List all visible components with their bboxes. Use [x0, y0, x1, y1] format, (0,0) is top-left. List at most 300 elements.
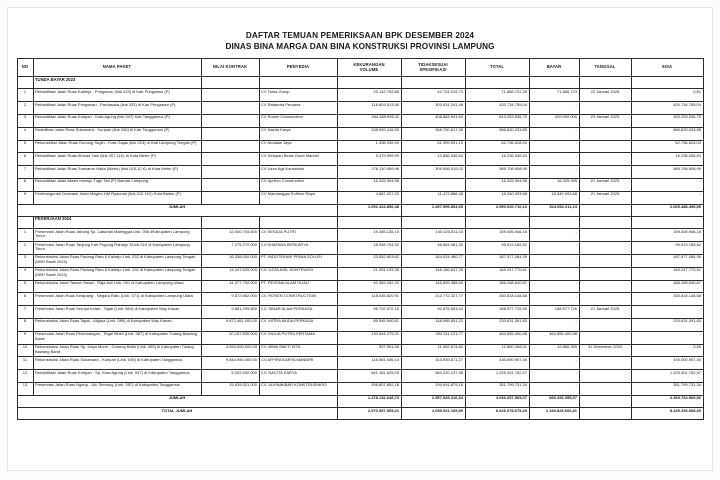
row-tanggal [579, 229, 631, 242]
row-tanggal [579, 254, 631, 267]
row-nilai-kontrak: 4.934.000.000,00 [201, 344, 259, 357]
row-total: 330.818.148,68 [465, 293, 529, 306]
row-nama-paket: Preservasi Jalan Ruas Penumangan - Tegal Mukti (Link. 087) di Kabupaten Tulang Bawang Barat [33, 331, 201, 344]
row-nama-paket: Rekonstruksi Jalan Taman Siswa - Raja Asli Link. 061 di Kabupaten Lampung Utara [33, 280, 201, 293]
section-label: TUNDA BAYAR 2023 [33, 77, 201, 89]
row-tanggal [579, 102, 631, 115]
row-sisa: - [631, 178, 703, 191]
row-penyedia: CV Rosen Construction [259, 114, 337, 127]
row-sisa: 169.247.770,61 [631, 267, 703, 280]
table-row [17, 242, 703, 255]
row-kekurangan-volume: 29.142.702,66 [337, 89, 401, 102]
table-row [17, 191, 703, 204]
row-penyedia: CV. ALVINAKBAR KONSTRUSINOO [259, 382, 337, 395]
summary-sisa: 3.369.764.569,50 [631, 395, 703, 407]
row-tanggal [579, 140, 631, 153]
row-nilai-kontrak: 12.040.704.500 [201, 229, 259, 242]
row-nama-paket: Reabilitasi Jalan Ruas Sukamara - Kuripan (link 036) di Kab Tanggamus (P) [33, 127, 201, 140]
row-tanggal: 22 Januari 2025 [579, 89, 631, 102]
row-kekurangan-volume: 4.867.207,20 [337, 191, 401, 204]
row-kekurangan-volume: 23.552.603,62 [337, 254, 401, 267]
row-no: 7 [17, 306, 33, 319]
row-tanggal: 21 Januari 2025 [579, 306, 631, 319]
row-sisa: - [631, 306, 703, 319]
row-kekurangan-volume: 16.325.394,56 [337, 178, 401, 191]
row-tanggal [579, 318, 631, 331]
col-tanggal: TANGGAL [579, 59, 631, 77]
row-nilai-kontrak [201, 127, 259, 140]
row-tanggal [579, 293, 631, 306]
section-blank-4 [465, 77, 529, 89]
row-nilai-kontrak: 14.377.792.000 [201, 280, 259, 293]
col-tidak-sesuai-line2: SPESIFIKASI [419, 66, 447, 72]
row-kekurangan-volume: 1.336.936,94 [337, 140, 401, 153]
row-penyedia: CV. MITRA MUDA PERKASA [259, 318, 337, 331]
row-tidak-sesuai: 11.472.886,48 [401, 191, 465, 204]
row-bayar: - [529, 127, 579, 140]
row-bayar: 16.325.395 [529, 178, 579, 191]
section-blank-6 [579, 77, 631, 89]
row-no: 6 [17, 293, 33, 306]
row-penyedia: CV. SINAR ALAM PERKASA [259, 306, 337, 319]
row-total: 430.000.907,40 [465, 357, 529, 370]
section-no [17, 216, 33, 228]
row-kekurangan-volume: 5.379.999,99 [337, 153, 401, 166]
row-penyedia: PT. PESONA ALAM HIJAU [259, 280, 337, 293]
table-row [17, 293, 703, 306]
row-tidak-sesuai: 212.772.327,77 [401, 293, 465, 306]
grand-total-label: TOTAL JUMLAH [17, 408, 337, 420]
row-nilai-kontrak [201, 114, 259, 127]
row-total: 464.855.400,98 [465, 331, 529, 344]
section-blank-1 [259, 216, 337, 228]
row-no: 10 [17, 344, 33, 357]
row-total: 586.820.033,85 [465, 127, 529, 140]
row-nilai-kontrak: 9.844.950.000,00 [201, 357, 259, 370]
row-sisa: 95.613.185,82 [631, 242, 703, 255]
row-total: 71.866.722,39 [465, 89, 529, 102]
row-penyedia: CV. BIMA SAKTI KITA [259, 344, 337, 357]
table-row [17, 280, 703, 293]
row-nama-paket: Rehabilitasi Jalan Ruas Pringsewu - Pardasuka (link 033) di Kan Pringsewu (P) [33, 102, 201, 115]
col-nilai-kontrak: NILAI KONTRAK [201, 59, 259, 77]
scanned-document [8, 8, 712, 470]
row-no: 8 [17, 318, 33, 331]
row-nama-paket: Rekonstruksi Jalan Ruas Padang Ratu 6 Kalirejo Link. 032 di Kabupaten Lampung Tengah (DBH Sawit 2024) [33, 267, 201, 280]
row-no: 5 [17, 140, 33, 153]
summary-tanggal [579, 395, 631, 407]
row-tanggal [579, 153, 631, 166]
row-penyedia: CV Tama Group [259, 89, 337, 102]
row-penyedia: CV Uzza Agil Konstruksi [259, 166, 337, 179]
row-sisa: 187.577.084,39 [631, 254, 703, 267]
row-tanggal [579, 382, 631, 395]
row-penyedia: CV Mannanggal Sulthon Raya [259, 191, 337, 204]
summary-label: JUMLAH [17, 395, 337, 407]
row-tanggal [579, 280, 631, 293]
row-bayar: - [529, 242, 579, 255]
document-title-block [8, 8, 712, 52]
table-row [17, 166, 703, 179]
row-bayar: - [529, 153, 579, 166]
row-total: 188.577.725,59 [465, 306, 529, 319]
table-row [17, 102, 703, 115]
row-tanggal [579, 242, 631, 255]
row-bayar: - [529, 318, 579, 331]
table-row [17, 331, 703, 344]
table-row [17, 357, 703, 370]
row-sisa: 233.631.391,83 [631, 318, 703, 331]
row-penyedia: CV Rafandra Perdana [259, 102, 337, 115]
row-bayar: 71.866.723 [529, 89, 579, 102]
col-sisa: SISA [631, 59, 703, 77]
row-penyedia: CV Nacita Karya [259, 127, 337, 140]
row-penyedia: CV.SHAFANA BERKARYA [259, 242, 337, 255]
row-tanggal: 31 Desember 2024 [579, 344, 631, 357]
row-nama-paket: Rekonstriksi Jalan Ruas Gunung Sugih - Kota Gajak (link 023) di Kab Lampung Tengah (P) [33, 140, 201, 153]
table-row [17, 114, 703, 127]
row-total: 420.734.755,04 [465, 102, 529, 115]
row-no: 3 [17, 254, 33, 267]
section-blank-5 [529, 77, 579, 89]
grand-total-total: 6.626.078.675,20 [465, 408, 529, 420]
row-nama-paket: Preservasi Jalan Ruas Tanjung Kari Pugung Raharjo SLink.010 di Kabupaten Lampung Timur [33, 242, 201, 255]
row-no: 9 [17, 331, 33, 344]
row-kekurangan-volume: 19.385.135,15 [337, 229, 401, 242]
section-header-row [17, 77, 703, 89]
row-total: 159.405.946,18 [465, 229, 529, 242]
row-nama-paket: Rekonstruksi Jalan Ruas Sp. Daya Murni - Gunung Batin (Link. 065) di Kabupaten Tulang Bawang Barat [33, 344, 201, 357]
table-row [17, 89, 703, 102]
row-kekurangan-volume: 85.545.540,61 [337, 318, 401, 331]
section-blank-7 [631, 77, 703, 89]
row-no: 3 [17, 114, 33, 127]
row-sisa: 585.708.608,99 [631, 166, 703, 179]
row-kekurangan-volume: 21.081.133,35 [337, 267, 401, 280]
row-penyedia: CV Aprilivo Construction [259, 178, 337, 191]
summary-total: 2.590.020.710,13 [465, 204, 529, 216]
row-no: 4 [17, 127, 33, 140]
row-sisa: 1.225.401.762,97 [631, 370, 703, 383]
section-blank-7 [631, 216, 703, 228]
row-tidak-sesuai: 309.598.519,03 [401, 166, 465, 179]
grand-total-kekurangan-volume: 2.570.557.505,21 [337, 408, 401, 420]
col-penyedia: PENYEDIA [259, 59, 337, 77]
row-nama-paket: Rekonstruksi Jalan Ruas Tajab - Adjaya (Link. 089) di Kabupaten Way Kanan [33, 318, 201, 331]
row-bayar: - [529, 267, 579, 280]
row-nama-paket: Rehabilitasi Jalan Ruas Soekarno Hatta (Metro) (link 015.12 K) di Kota Metro (P) [33, 166, 201, 179]
row-total: 1.225.401.762,97 [465, 370, 529, 383]
row-bayar: - [529, 370, 579, 383]
row-kekurangan-volume: 156.807.852,18 [337, 382, 401, 395]
row-nama-paket: Preservasi Jalan Ruas Ketapang - Negara Ratu (Link. 071) di Kabupaten Lampung Utara [33, 293, 201, 306]
row-sisa: 0,59 [631, 344, 703, 357]
table-row [17, 229, 703, 242]
row-kekurangan-volume: 116.803.513,56 [337, 102, 401, 115]
row-sisa: 430.000.907,40 [631, 357, 703, 370]
row-total: 95.613.185,82 [465, 242, 529, 255]
document-title-line-2: DINAS BINA MARGA DAN BINA KONSTRUKSI PROVINSI LAMPUNG [225, 42, 495, 51]
row-tidak-sesuai: 148.085.851,22 [401, 318, 465, 331]
row-tidak-sesuai: 42.724.019,73 [401, 89, 465, 102]
table-row [17, 382, 703, 395]
grand-total-tanggal [579, 408, 631, 420]
col-kekurangan-volume-line2: VOLUME [359, 66, 379, 72]
row-no: 9 [17, 191, 33, 204]
row-tidak-sesuai: 66.664.481,30 [401, 242, 465, 255]
table-row [17, 370, 703, 383]
row-total: 169.247.770,61 [465, 267, 529, 280]
row-total: 16.236.936,83 [465, 153, 529, 166]
row-nilai-kontrak [201, 102, 259, 115]
col-no: NO [17, 59, 33, 77]
row-tanggal: 21 Januari 2025 [579, 191, 631, 204]
row-kekurangan-volume: 116.061.036,13 [337, 357, 401, 370]
col-bayar: BAYAR [529, 59, 579, 77]
summary-label: JUMLAH [17, 204, 337, 216]
row-nama-paket: Rehabilitasi Jalan Akses menuju Tugu Tari (P) Bandar Lampung [33, 178, 201, 191]
row-penyedia: CV Andalas Jaya [259, 140, 337, 153]
row-total: 813.253.536,75 [465, 114, 529, 127]
row-sisa: 0,61 [631, 89, 703, 102]
row-no: 5 [17, 280, 33, 293]
audit-findings-table [17, 58, 704, 420]
row-kekurangan-volume: 238.069.416,50 [337, 127, 401, 140]
row-nama-paket: Preservasi Jalan Ruas Jabung Sp. Labuhan Maringgai Link. 006 dKabupaten Lampung Timur [33, 229, 201, 242]
row-bayar: - [529, 102, 579, 115]
row-nilai-kontrak [201, 191, 259, 204]
row-tidak-sesuai: 313.939.871,27 [401, 357, 465, 370]
col-kekurangan-volume [337, 59, 401, 77]
row-tanggal [579, 357, 631, 370]
summary-kekurangan-volume: 1.092.424.856,48 [337, 204, 401, 216]
row-penyedia: CV.AFFIRA KARYA MANDIRI [259, 357, 337, 370]
row-bayar: - [529, 140, 579, 153]
table-row [17, 306, 703, 319]
summary-tanggal [579, 204, 631, 216]
section-blank-2 [337, 77, 401, 89]
table-row [17, 318, 703, 331]
row-kekurangan-volume: 641.181.625,09 [337, 370, 401, 383]
row-nilai-kontrak: 15.639.321.000 [201, 382, 259, 395]
table-row [17, 267, 703, 280]
row-nilai-kontrak [201, 153, 259, 166]
col-nama-paket: NAMA PAKET [33, 59, 201, 77]
row-no: 7 [17, 166, 33, 179]
summary-sisa: 2.065.488.498,89 [631, 204, 703, 216]
col-total: TOTAL [465, 59, 529, 77]
row-nama-paket: Rehabilitasi Jalan Ruas Kuripan - Kota Agung (link 047) Kab Tanggamus (P) [33, 114, 201, 127]
row-kekurangan-volume: 95.702.072,15 [337, 306, 401, 319]
row-sisa: - [631, 191, 703, 204]
row-bayar: - [529, 382, 579, 395]
col-tidak-sesuai-spesifikasi [401, 59, 465, 77]
row-tidak-sesuai: 140.020.811,03 [401, 229, 465, 242]
row-kekurangan-volume: 130.544.279,21 [337, 331, 401, 344]
summary-total: 4.036.057.965,07 [465, 395, 529, 407]
row-tidak-sesuai: 148.166.637,26 [401, 267, 465, 280]
section-blank-0 [201, 77, 259, 89]
row-no: 12 [17, 370, 33, 383]
grand-total-bayar: 1.190.825.606,81 [529, 408, 579, 420]
row-kekurangan-volume: 404.389.595,11 [337, 114, 401, 127]
grand-total-sisa: 5.435.253.068,39 [631, 408, 703, 420]
row-bayar: - [529, 166, 579, 179]
row-kekurangan-volume: 28.948.704,52 [337, 242, 401, 255]
row-sisa: 159.405.946,18 [631, 229, 703, 242]
row-nilai-kontrak: 9.672.662.000 [201, 293, 259, 306]
section-blank-2 [337, 216, 401, 228]
row-tidak-sesuai [401, 178, 465, 191]
row-tidak-sesuai: 334.311.121,77 [401, 331, 465, 344]
row-tidak-sesuai: 145.899.388,65 [401, 280, 465, 293]
row-no: 8 [17, 178, 33, 191]
row-no: 2 [17, 102, 33, 115]
table-header [17, 59, 703, 77]
table-row [17, 153, 703, 166]
row-nama-paket: Rehabilitasi Jalan Ruas Ahmad Yani (link 007.11K) di Kota Metro (P) [33, 153, 201, 166]
row-sisa: 186.268.640,87 [631, 280, 703, 293]
row-tidak-sesuai: 164.024.480,77 [401, 254, 465, 267]
table-row [17, 254, 703, 267]
row-tanggal [579, 166, 631, 179]
section-label: PEKERJAAN 2024 [33, 216, 201, 228]
row-tidak-sesuai: 408.863.941,64 [401, 114, 465, 127]
row-tidak-sesuai: 10.856.936,84 [401, 153, 465, 166]
row-kekurangan-volume: 40.369.252,22 [337, 280, 401, 293]
table-row [17, 127, 703, 140]
row-bayar: 420.000.000 [529, 114, 579, 127]
row-sisa: 586.820.033,85 [631, 127, 703, 140]
row-nilai-kontrak: 16.338.000.000 [201, 254, 259, 267]
row-bayar: 16.340.093,68 [529, 191, 579, 204]
summary-tidak-sesuai: 1.497.595.853,65 [401, 204, 465, 216]
row-total: 12.860.268,41 [465, 344, 529, 357]
row-tidak-sesuai: 11.952.674,82 [401, 344, 465, 357]
row-nilai-kontrak: 9.881.299.800 [201, 306, 259, 319]
row-tanggal [579, 267, 631, 280]
section-no [17, 77, 33, 89]
row-sisa: 393.253.536,75 [631, 114, 703, 127]
row-sisa: 62.736.628,04 [631, 140, 703, 153]
row-nilai-kontrak: 9.872.461.000,00 [201, 318, 259, 331]
section-header-row [17, 216, 703, 228]
row-sisa: 420.734.755,04 [631, 102, 703, 115]
section-blank-1 [259, 77, 337, 89]
row-no: 1 [17, 229, 33, 242]
row-bayar: - [529, 280, 579, 293]
table-body [17, 77, 703, 420]
row-tanggal [579, 370, 631, 383]
row-no: 6 [17, 153, 33, 166]
row-total: 585.708.608,99 [465, 166, 529, 179]
row-bayar: 188.577.726 [529, 306, 579, 319]
table-row [17, 344, 703, 357]
row-kekurangan-volume: 118.045.820,91 [337, 293, 401, 306]
row-total: 351.799.731,34 [465, 382, 529, 395]
header-row [17, 59, 703, 77]
row-tidak-sesuai: 92.875.653,44 [401, 306, 465, 319]
section-blank-0 [201, 216, 259, 228]
row-penyedia: CV. ROSEN CONSTRUCTION [259, 293, 337, 306]
table-row [17, 140, 703, 153]
row-bayar: - [529, 229, 579, 242]
row-nama-paket: Pembangunan Drainase Jalan Mayjen HM Ryacudu (link 012.11K) Kota Balam (P) [33, 191, 201, 204]
row-tidak-sesuai: 61.399.691,10 [401, 140, 465, 153]
row-nama-paket: Preservasi Jalan Ruas Ngarip - Ulu Semong (Link. 057) di Kabupaten Tanggamus [33, 382, 201, 395]
row-nama-paket: Rehabilitasi Jalan Ruas Kalirejo - Pringsewu (link 033) di Kab Pringsewu (P) [33, 89, 201, 102]
row-bayar: - [529, 254, 579, 267]
grand-total-tidak-sesuai: 4.055.521.169,99 [401, 408, 465, 420]
row-sisa: - [631, 331, 703, 344]
row-nilai-kontrak [201, 166, 259, 179]
section-blank-6 [579, 216, 631, 228]
row-sisa: 351.799.731,34 [631, 382, 703, 395]
row-nama-paket: Rekonstruksi Jalan Ruas Padang Ratu 6 Kalirejo Link. 032 di Kabupaten Lampung Tengah (DBH Sawit 2023) [33, 254, 201, 267]
summary-kekurangan-volume: 1.478.132.648,73 [337, 395, 401, 407]
grand-total-row [17, 408, 703, 420]
row-penyedia: PT. INDOTEKNIK PRIMA SOLUSI [259, 254, 337, 267]
row-penyedia: CV Delapan Belas Guna Mandiri [259, 153, 337, 166]
section-blank-3 [401, 77, 465, 89]
row-total: 16.325.394,56 [465, 178, 529, 191]
row-total: 62.736.628,04 [465, 140, 529, 153]
row-no: 2 [17, 242, 33, 255]
row-tanggal: 21 Januari 2025 [579, 178, 631, 191]
row-total: 187.577.084,39 [465, 254, 529, 267]
row-no: 4 [17, 267, 33, 280]
row-nilai-kontrak: 20.167.830.000 [201, 331, 259, 344]
row-nilai-kontrak [201, 178, 259, 191]
row-nama-paket: Rekonstruksi Jalan Ruas Sukamara - Kuripan (Link. 036) di Kabupaten Tanggamus [33, 357, 201, 370]
row-sisa: 16.236.936,83 [631, 153, 703, 166]
summary-bayar: 524.532.211,24 [529, 204, 579, 216]
col-tidak-sesuai-line1: TIDAKSESUAI [418, 61, 448, 67]
row-nilai-kontrak [201, 89, 259, 102]
row-total: 186.268.640,87 [465, 280, 529, 293]
section-blank-4 [465, 216, 529, 228]
row-no: 13 [17, 382, 33, 395]
section-blank-5 [529, 216, 579, 228]
row-bayar: 12.860.269 [529, 344, 579, 357]
row-no: 11 [17, 357, 33, 370]
document-title-line-1: DAFTAR TEMUAN PEMERIKSAAN BPK DESEMBER 2024 [245, 31, 475, 40]
row-nilai-kontrak: 5.202.000.000 [201, 370, 259, 383]
table-row [17, 178, 703, 191]
row-penyedia: CV. MULIA PUTRA PERTAMA [259, 331, 337, 344]
row-sisa: 330.818.148,68 [631, 293, 703, 306]
row-penyedia: CV. NACITA KARYA [259, 370, 337, 383]
row-nama-paket: Preservasi Jalan Ruas Serupa Indah - Tajab (Link. 084) di Kabupaten Way Kanan [33, 306, 201, 319]
row-tidak-sesuai: 194.991.879,16 [401, 382, 465, 395]
row-bayar: - [529, 293, 579, 306]
row-kekurangan-volume: 907.591,59 [337, 344, 401, 357]
section-summary-row [17, 204, 703, 216]
row-nilai-kontrak [201, 140, 259, 153]
row-tidak-sesuai: 303.931.241,48 [401, 102, 465, 115]
row-total: 16.340.093,68 [465, 191, 529, 204]
row-bayar: - [529, 357, 579, 370]
section-summary-row [17, 395, 703, 407]
row-bayar: 464.855.400,98 [529, 331, 579, 344]
summary-tidak-sesuai: 2.557.925.316,34 [401, 395, 465, 407]
row-no: 1 [17, 89, 33, 102]
row-nilai-kontrak: 7.275.270.000 [201, 242, 259, 255]
row-tanggal: 23 Januari 2025 [579, 114, 631, 127]
row-tidak-sesuai: 348.750.617,35 [401, 127, 465, 140]
summary-bayar: 666.293.395,57 [529, 395, 579, 407]
row-total: 233.631.391,83 [465, 318, 529, 331]
